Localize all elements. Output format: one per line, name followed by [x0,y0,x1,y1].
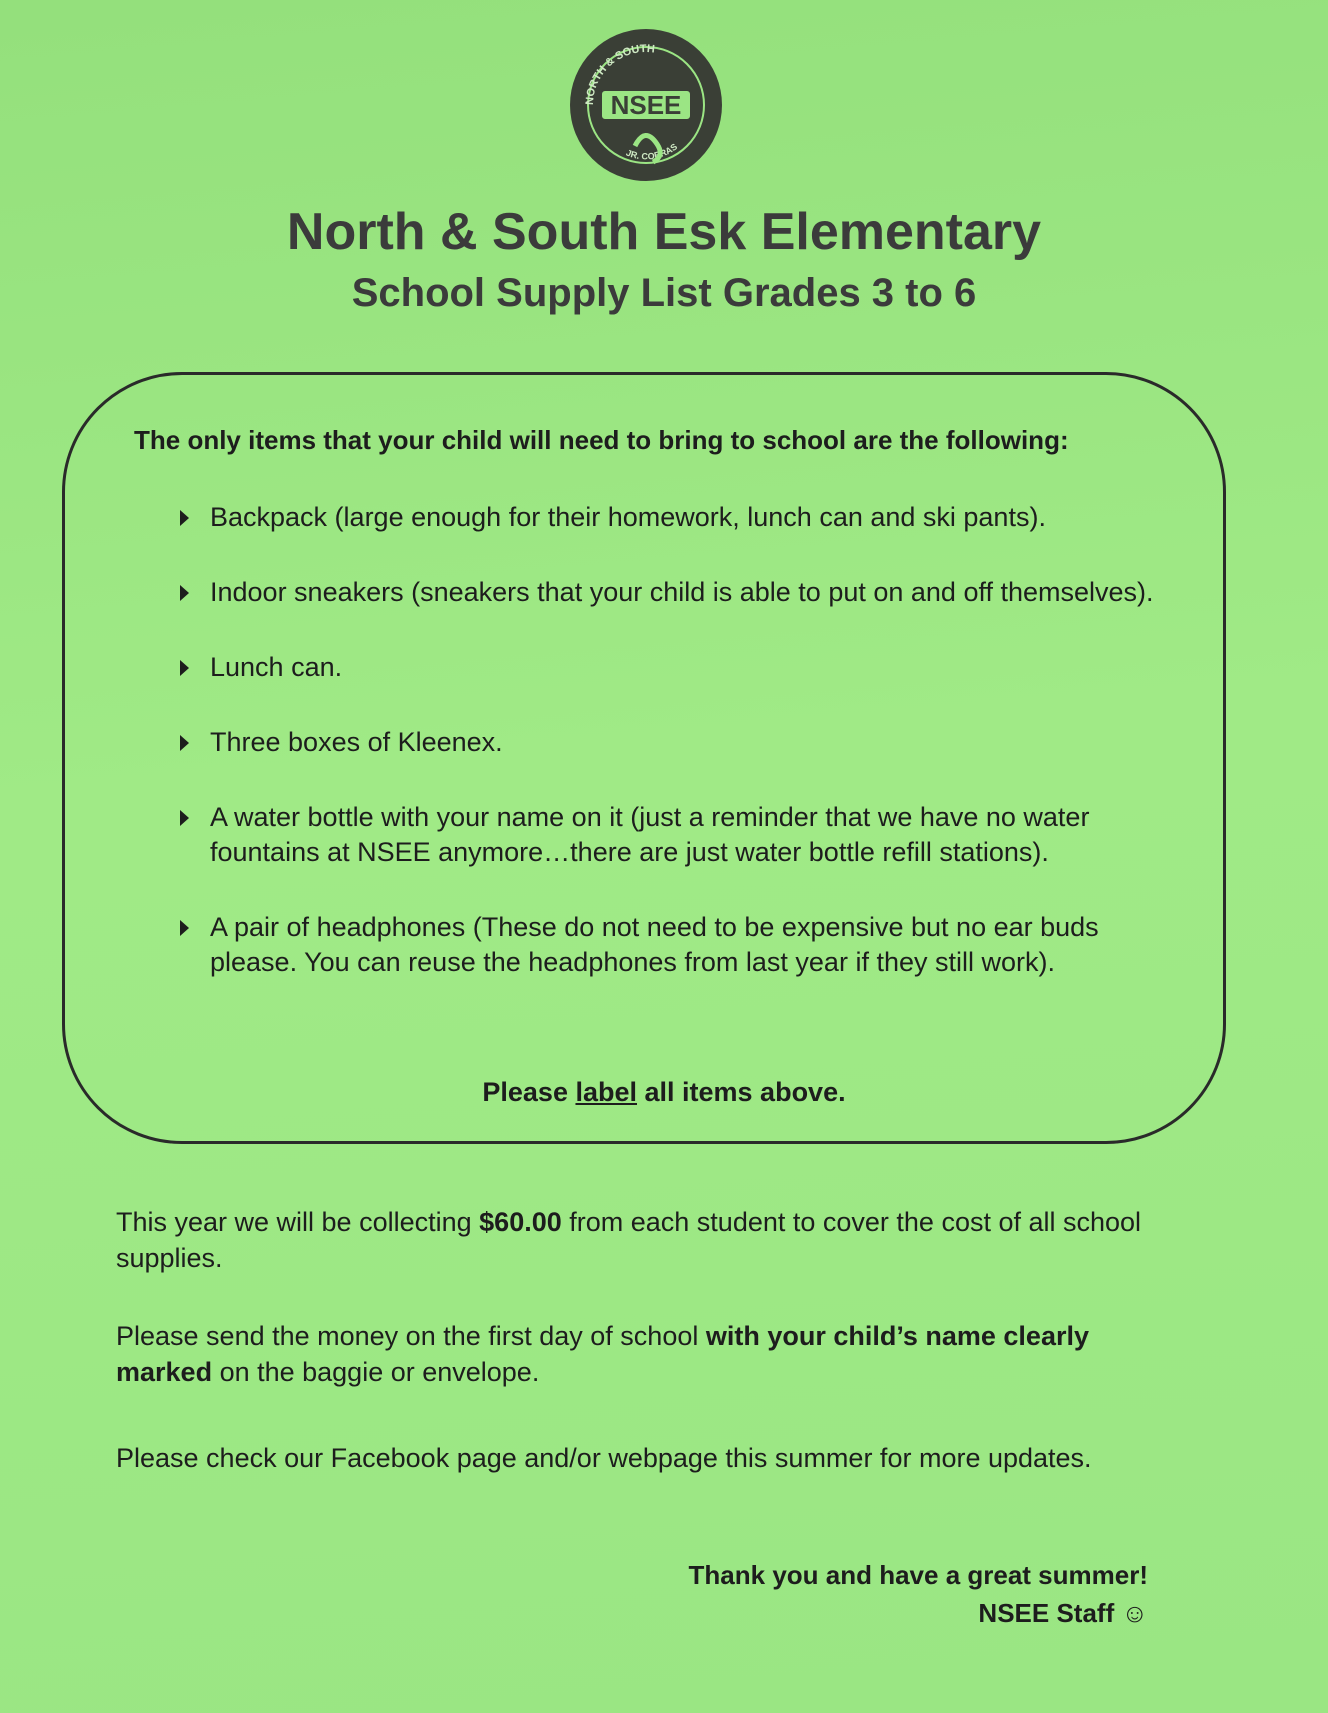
logo-top-text: NORTH & SOUTH [583,42,656,106]
list-item-text: Backpack (large enough for their homework, lunch can and ski pants). [210,502,1046,532]
triangle-bullet-icon [180,585,189,601]
triangle-bullet-icon [180,660,189,676]
list-item-text: A water bottle with your name on it (just a reminder that we have no water fountains at NSEE anymore…there are just water bottle refill stations). [210,802,1090,867]
logo-bottom-text: JR. COBRAS [624,141,680,162]
supply-intro: The only items that your child will need to bring to school are the following: [134,425,1069,455]
list-item [180,575,1170,610]
list-item-text: Indoor sneakers (sneakers that your child is able to put on and off themselves). [210,577,1154,607]
triangle-bullet-icon [180,920,189,936]
list-item [180,910,1170,980]
list-item [180,725,1170,760]
signoff [689,1556,1148,1632]
logo-center-text: NSEE [610,90,682,120]
list-item [180,500,1170,535]
list-item-text: Lunch can. [210,652,343,682]
triangle-bullet-icon [180,810,189,826]
triangle-bullet-icon [180,510,189,526]
list-item-text: A pair of headphones (These do not need to be expensive but no ear buds please. You can reuse the headphones from last year if they still work). [210,912,1099,977]
triangle-bullet-icon [180,735,189,751]
label-underlined: label [575,1077,637,1107]
facebook-note: Please check our Facebook page and/or webpage this summer for more updates. [116,1443,1092,1473]
list-item [180,650,1170,685]
fee-note: This year we will be collecting $60.00 from each student to cover the cost of all school supplies. [116,1207,1142,1273]
page-title: North & South Esk Elementary [286,203,1042,261]
list-item-text: Three boxes of Kleenex. [210,727,503,757]
label-reminder: Please label all items above. [482,1077,846,1107]
supply-list [180,500,1170,1020]
page-subtitle: School Supply List Grades 3 to 6 [351,271,977,315]
fee-amount: $60.00 [479,1207,562,1237]
signoff-line-2: NSEE Staff ☺ [978,1598,1148,1628]
signoff-line-1: Thank you and have a great summer! [688,1560,1148,1590]
list-item [180,800,1170,870]
money-note: Please send the money on the first day of school with your child’s name clearly marked on the baggie or envelope. [116,1321,1089,1387]
school-logo [565,26,727,184]
